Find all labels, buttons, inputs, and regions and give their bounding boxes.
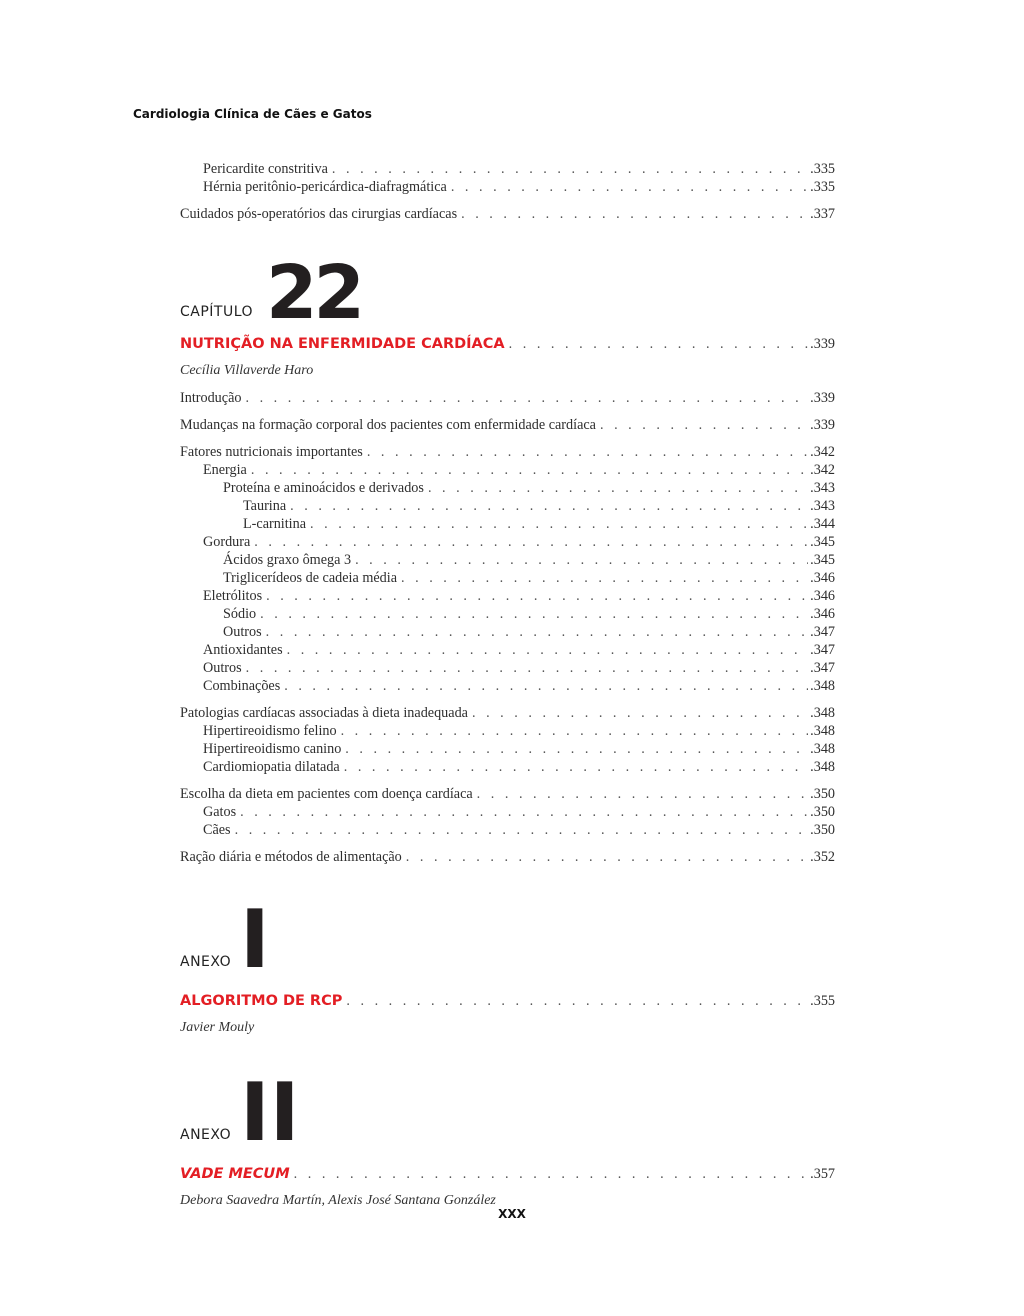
toc-entry[interactable] bbox=[180, 461, 835, 479]
dot-leader bbox=[428, 479, 808, 497]
annex-author: Javier Mouly bbox=[180, 1020, 255, 1035]
annex-label: ANEXO bbox=[180, 1127, 232, 1143]
toc-entry-title: Energia bbox=[203, 462, 247, 478]
chapter-author: Cecília Villaverde Haro bbox=[180, 363, 314, 378]
annex-number: II bbox=[240, 1066, 300, 1159]
dot-leader bbox=[254, 533, 808, 551]
dot-leader bbox=[294, 1165, 809, 1183]
toc-entry[interactable] bbox=[180, 803, 835, 821]
toc-entry[interactable] bbox=[180, 704, 835, 722]
toc-entry-title: Patologias cardíacas associadas à dieta inadequada bbox=[180, 705, 468, 721]
dot-leader bbox=[341, 722, 809, 740]
toc-entry-page: .352 bbox=[810, 849, 835, 865]
chapter-title-entry[interactable] bbox=[180, 335, 835, 353]
toc-entry[interactable] bbox=[180, 569, 835, 587]
annex-title: ALGORITMO DE RCP bbox=[180, 993, 343, 1009]
toc-entry-page: .343 bbox=[810, 480, 835, 496]
toc-entry-title: Hipertireoidismo canino bbox=[203, 741, 342, 757]
toc-entry[interactable] bbox=[180, 740, 835, 758]
chapter-page: .339 bbox=[810, 336, 835, 352]
toc-entry-page: .350 bbox=[810, 822, 835, 838]
annex-number: I bbox=[240, 893, 266, 986]
dot-leader bbox=[246, 659, 809, 677]
annex-heading bbox=[180, 1066, 835, 1159]
dot-leader bbox=[346, 992, 808, 1010]
toc-entry-title: Fatores nutricionais importantes bbox=[180, 444, 363, 460]
toc-entry-title: Cardiomiopatia dilatada bbox=[203, 759, 340, 775]
toc-entry-title: Outros bbox=[203, 660, 242, 676]
toc-entry-page: .347 bbox=[810, 660, 835, 676]
dot-leader bbox=[472, 704, 808, 722]
toc-entry-page: .347 bbox=[810, 642, 835, 658]
page-number: XXX bbox=[498, 1207, 526, 1221]
toc-entry[interactable] bbox=[180, 659, 835, 677]
dot-leader bbox=[451, 178, 808, 196]
dot-leader bbox=[235, 821, 809, 839]
dot-leader bbox=[245, 389, 808, 407]
toc-entry[interactable] bbox=[180, 443, 835, 461]
dot-leader bbox=[600, 416, 808, 434]
toc-entry-title: Gatos bbox=[203, 804, 237, 820]
toc-entry-page: .342 bbox=[810, 444, 835, 460]
annex-page: .355 bbox=[810, 993, 835, 1009]
toc-entry-title: L-carnitina bbox=[243, 516, 307, 532]
toc-entry-title: Gordura bbox=[203, 534, 251, 550]
toc-entry-title: Introdução bbox=[180, 390, 242, 406]
toc-entry-page: .345 bbox=[810, 552, 835, 568]
annex-heading bbox=[180, 893, 835, 986]
toc-entry[interactable] bbox=[180, 605, 835, 623]
toc-entry-page: .337 bbox=[810, 206, 835, 222]
toc-entry[interactable] bbox=[180, 821, 835, 839]
toc-entry-page: .339 bbox=[810, 417, 835, 433]
dot-leader bbox=[266, 623, 809, 641]
table-of-contents bbox=[180, 160, 835, 1210]
dot-leader bbox=[401, 569, 808, 587]
toc-entry-title: Antioxidantes bbox=[203, 642, 283, 658]
annex-title-entry[interactable] bbox=[180, 1165, 835, 1183]
toc-entry[interactable] bbox=[180, 479, 835, 497]
toc-entry-page: .350 bbox=[810, 804, 835, 820]
toc-entry-title: Mudanças na formação corporal dos pacientes com enfermidade cardíaca bbox=[180, 417, 596, 433]
dot-leader bbox=[260, 605, 808, 623]
dot-leader bbox=[287, 641, 809, 659]
dot-leader bbox=[367, 443, 808, 461]
toc-entry[interactable] bbox=[180, 160, 835, 178]
toc-entry-title: Hipertireoidismo felino bbox=[203, 723, 337, 739]
toc-entry-title: Taurina bbox=[243, 498, 287, 514]
toc-entry[interactable] bbox=[180, 677, 835, 695]
toc-entry-page: .348 bbox=[810, 723, 835, 739]
toc-entry[interactable] bbox=[180, 178, 835, 196]
dot-leader bbox=[509, 335, 809, 353]
toc-entry-title: Escolha da dieta em pacientes com doença cardíaca bbox=[180, 786, 473, 802]
chapter-label: CAPÍTULO bbox=[180, 304, 254, 320]
dot-leader bbox=[477, 785, 809, 803]
toc-entry[interactable] bbox=[180, 497, 835, 515]
dot-leader bbox=[240, 803, 808, 821]
dot-leader bbox=[310, 515, 808, 533]
toc-entry-page: .344 bbox=[810, 516, 835, 532]
dot-leader bbox=[461, 205, 808, 223]
toc-entry-title: Proteína e aminoácidos e derivados bbox=[223, 480, 424, 496]
toc-entry-page: .335 bbox=[810, 179, 835, 195]
toc-entry[interactable] bbox=[180, 722, 835, 740]
toc-entry-title: Cuidados pós-operatórios das cirurgias cardíacas bbox=[180, 206, 458, 222]
chapter-title: NUTRIÇÃO NA ENFERMIDADE CARDÍACA bbox=[180, 336, 505, 352]
dot-leader bbox=[290, 497, 808, 515]
toc-entry-page: .342 bbox=[810, 462, 835, 478]
toc-entry-title: Triglicerídeos de cadeia média bbox=[223, 570, 397, 586]
annex-title: VADE MECUM bbox=[180, 1166, 290, 1182]
toc-entry-page: .346 bbox=[810, 570, 835, 586]
dot-leader bbox=[345, 740, 808, 758]
toc-entry[interactable] bbox=[180, 533, 835, 551]
toc-entry-title: Cães bbox=[203, 822, 231, 838]
toc-entry-page: .348 bbox=[810, 678, 835, 694]
annex-title-entry[interactable] bbox=[180, 992, 835, 1010]
chapter-heading bbox=[180, 250, 835, 336]
toc-entry[interactable] bbox=[180, 551, 835, 569]
toc-entry-title: Hérnia peritônio-pericárdica-diafragmática bbox=[203, 179, 447, 195]
toc-entry[interactable] bbox=[180, 641, 835, 659]
toc-entry-page: .343 bbox=[810, 498, 835, 514]
toc-entry-page: .345 bbox=[810, 534, 835, 550]
dot-leader bbox=[284, 677, 808, 695]
toc-entry-page: .347 bbox=[810, 624, 835, 640]
toc-entry[interactable] bbox=[180, 785, 835, 803]
toc-entry[interactable] bbox=[180, 758, 835, 776]
dot-leader bbox=[332, 160, 808, 178]
toc-entry-title: Ração diária e métodos de alimentação bbox=[180, 849, 402, 865]
toc-entry[interactable] bbox=[180, 587, 835, 605]
running-head: Cardiologia Clínica de Cães e Gatos bbox=[133, 107, 372, 121]
dot-leader bbox=[344, 758, 808, 776]
toc-entry-page: .348 bbox=[810, 741, 835, 757]
toc-entry-title: Outros bbox=[223, 624, 262, 640]
toc-entry-page: .348 bbox=[810, 759, 835, 775]
toc-entry-page: .335 bbox=[810, 161, 835, 177]
annex-page: .357 bbox=[810, 1166, 835, 1182]
toc-entry-page: .346 bbox=[810, 588, 835, 604]
toc-entry-title: Sódio bbox=[223, 606, 257, 622]
dot-leader bbox=[355, 551, 808, 569]
toc-entry-page: .346 bbox=[810, 606, 835, 622]
toc-entry[interactable] bbox=[180, 416, 835, 434]
toc-entry-title: Eletrólitos bbox=[203, 588, 263, 604]
toc-entry[interactable] bbox=[180, 623, 835, 641]
dot-leader bbox=[266, 587, 808, 605]
dot-leader bbox=[251, 461, 808, 479]
toc-entry[interactable] bbox=[180, 205, 835, 223]
toc-entry-title: Combinações bbox=[203, 678, 281, 694]
toc-entry-title: Pericardite constritiva bbox=[203, 161, 328, 177]
dot-leader bbox=[406, 848, 808, 866]
toc-entry-page: .348 bbox=[810, 705, 835, 721]
toc-entry[interactable] bbox=[180, 389, 835, 407]
toc-entry[interactable] bbox=[180, 515, 835, 533]
chapter-number: 22 bbox=[266, 250, 361, 336]
annex-author: Debora Saavedra Martín, Alexis José Santana González bbox=[180, 1193, 496, 1208]
toc-entry-page: .350 bbox=[810, 786, 835, 802]
toc-entry[interactable] bbox=[180, 848, 835, 866]
annex-label: ANEXO bbox=[180, 954, 232, 970]
toc-entry-title: Ácidos graxo ômega 3 bbox=[223, 552, 352, 568]
toc-entry-page: .339 bbox=[810, 390, 835, 406]
